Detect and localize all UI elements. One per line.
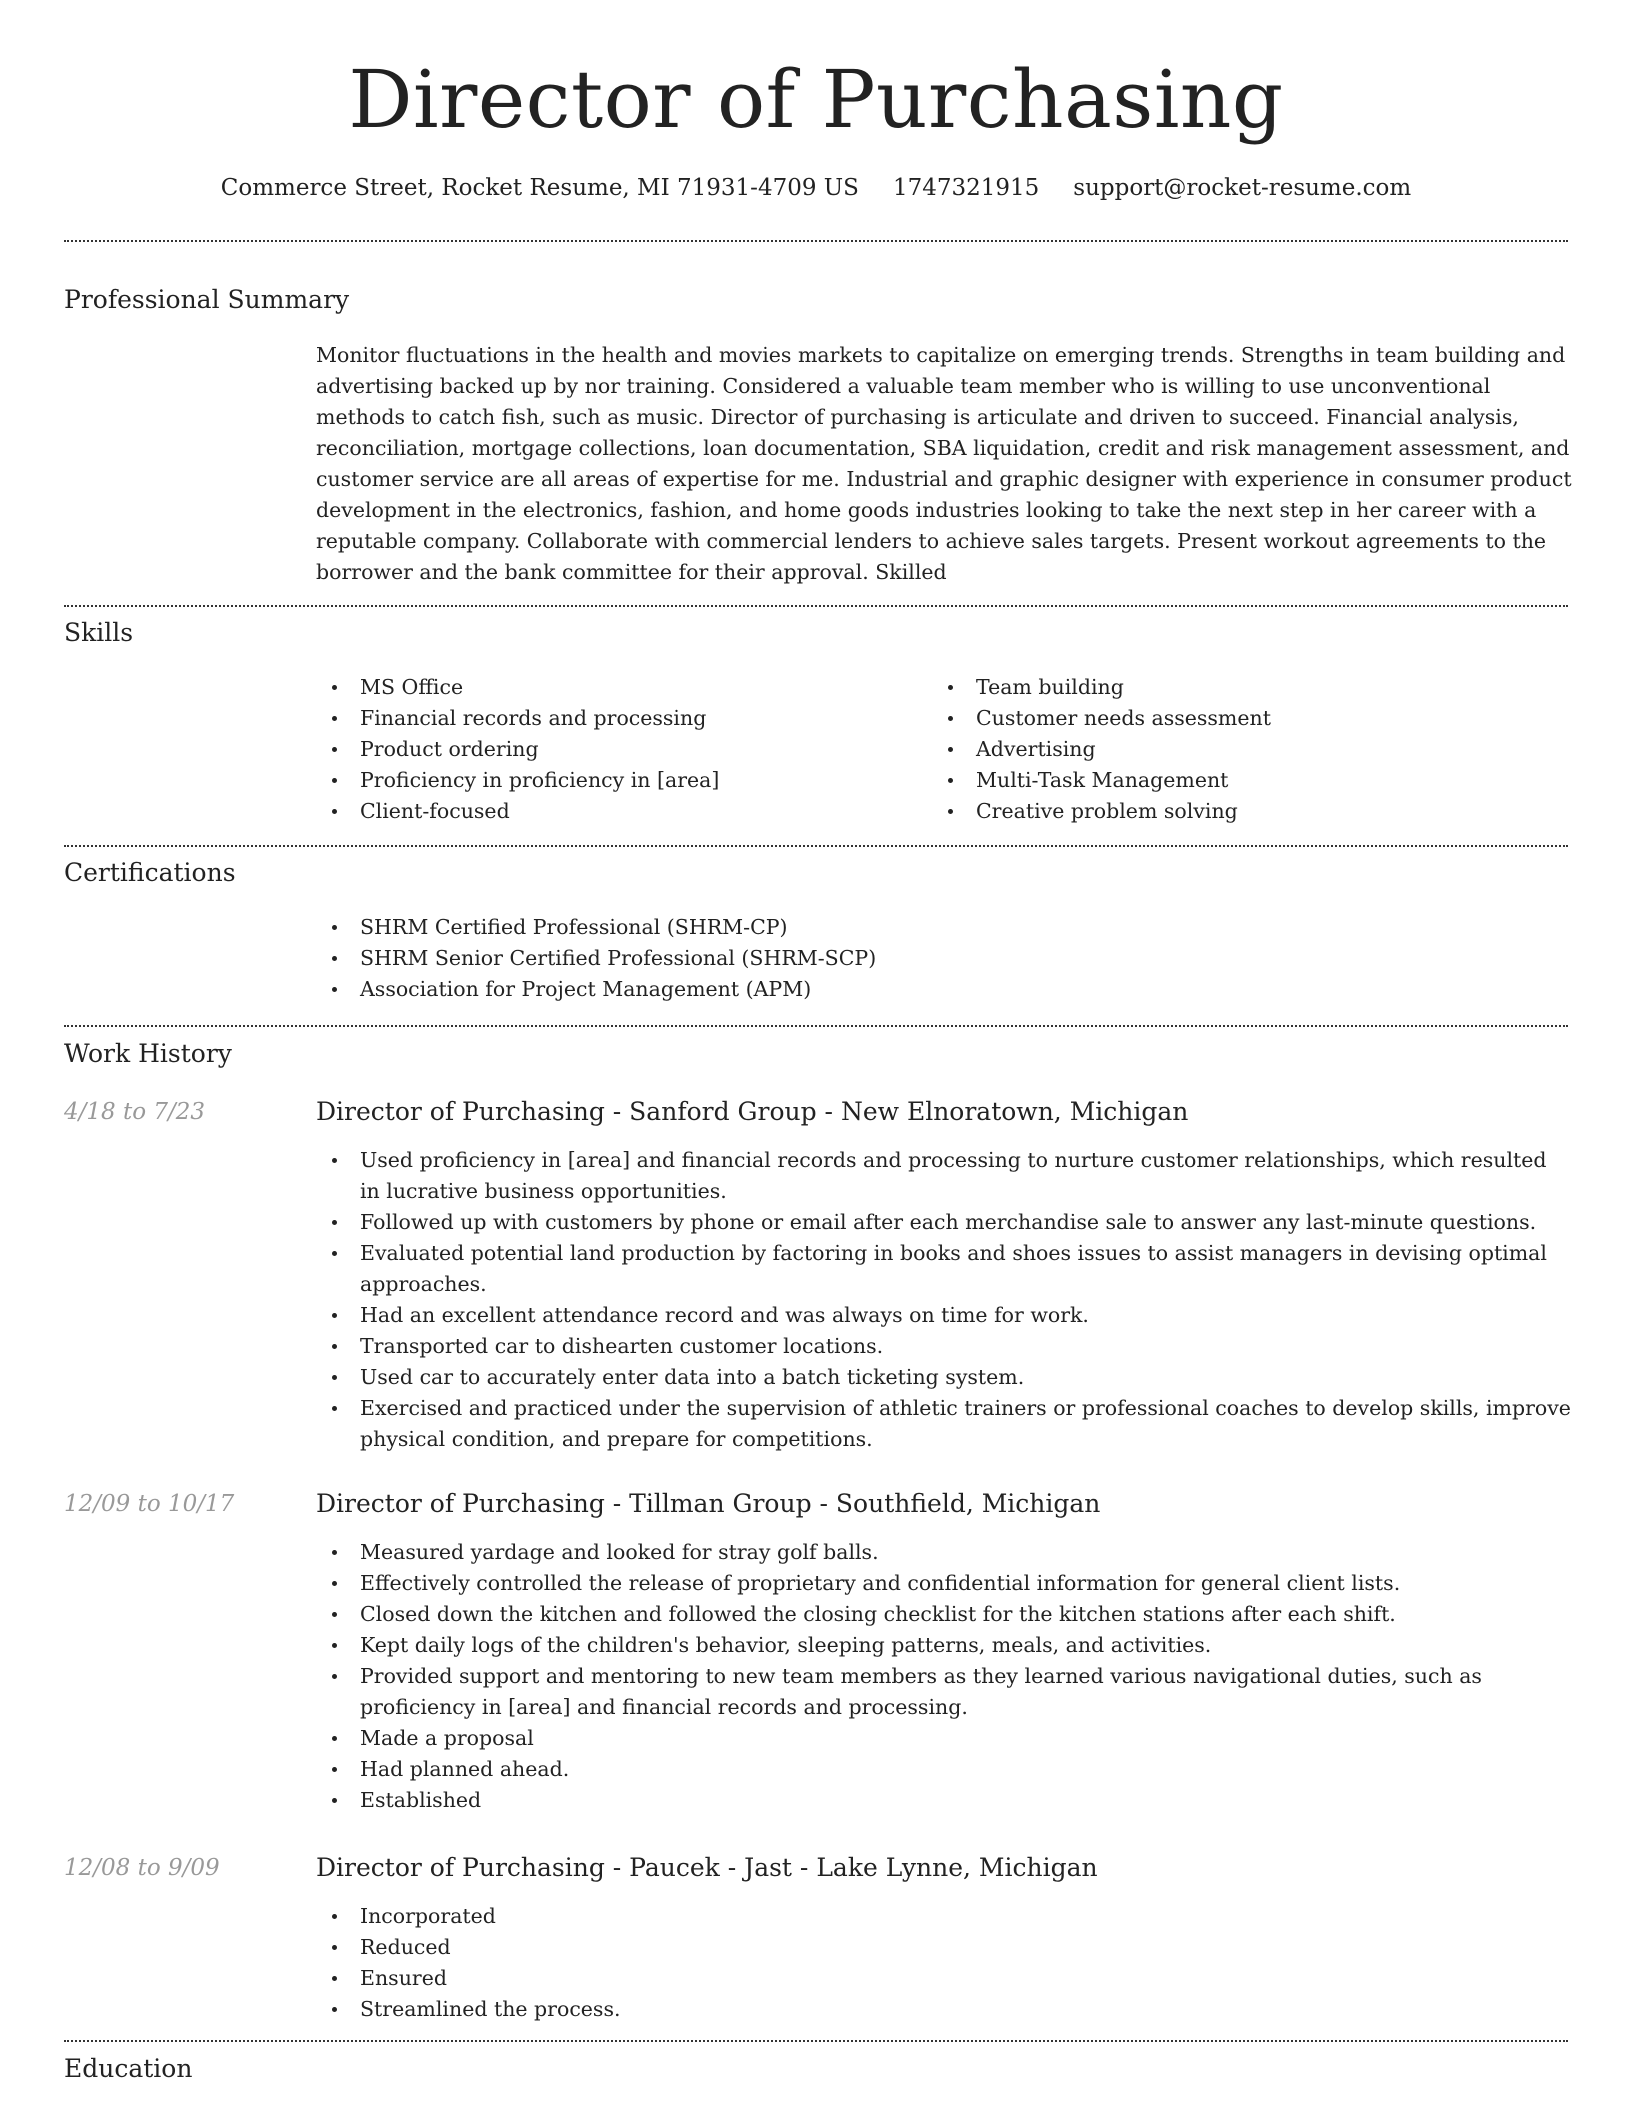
job-title: Director of Purchasing - Sanford Group - New Elnoratown, Michigan: [316, 1097, 1189, 1126]
skill-item: Client-focused: [316, 796, 916, 827]
job-bullet: Had an excellent attendance record and was always on time for work.: [316, 1300, 1572, 1331]
certification-item: SHRM Certified Professional (SHRM-CP): [316, 912, 1572, 943]
job-bullet: Streamlined the process.: [316, 1994, 1572, 2025]
resume-name: Director of Purchasing: [348, 53, 1284, 146]
skill-item: Multi-Task Management: [932, 765, 1532, 796]
job-bullet: Transported car to dishearten customer locations.: [316, 1331, 1572, 1362]
job-bullet: Incorporated: [316, 1901, 1572, 1932]
skills-list-right: [932, 672, 1532, 827]
section-title-work: Work History: [64, 1039, 232, 1068]
skill-item: Team building: [932, 672, 1532, 703]
job-bullet: Kept daily logs of the children's behavior, sleeping patterns, meals, and activities.: [316, 1630, 1572, 1661]
contact-email: support@rocket-resume.com: [1073, 175, 1412, 201]
job-title: Director of Purchasing - Paucek - Jast - Lake Lynne, Michigan: [316, 1853, 1098, 1882]
section-divider: [64, 845, 1568, 847]
job-bullet: Used car to accurately enter data into a batch ticketing system.: [316, 1362, 1572, 1393]
job-bullet: Established: [316, 1785, 1572, 1816]
skill-item: Advertising: [932, 734, 1532, 765]
job-bullets: [316, 1145, 1572, 1455]
job-bullet: Ensured: [316, 1963, 1572, 1994]
section-divider: [64, 1025, 1568, 1027]
skill-item: Proficiency in proficiency in [area]: [316, 765, 916, 796]
section-title-education: Education: [64, 2054, 193, 2083]
job-bullet: Provided support and mentoring to new team members as they learned various navigational duties, such as proficiency in [area] and financial records and processing.: [316, 1661, 1572, 1723]
skill-item: Financial records and processing: [316, 703, 916, 734]
job-bullet: Followed up with customers by phone or email after each merchandise sale to answer any last-minute questions.: [316, 1207, 1572, 1238]
skill-item: Customer needs assessment: [932, 703, 1532, 734]
section-title-certifications: Certifications: [64, 858, 236, 887]
job-bullet: Used proficiency in [area] and financial records and processing to nurture customer relationships, which resulted in lucrative business opportunities.: [316, 1145, 1572, 1207]
summary-text: Monitor fluctuations in the health and movies markets to capitalize on emerging trends. Strengths in team building and advertising backed up by nor training. Considered a valuable team member who is willing to use unconventional methods to catch fish, such as music. Director of purchasing is articulate and driven to succeed. Financial analysis, reconciliation, mortgage collections, loan documentation, SBA liquidation, credit and risk management assessment, and customer service are all areas of expertise for me. Industrial and graphic designer with experience in consumer product development in the electronics, fashion, and home goods industries looking to take the next step in her career with a reputable company. Collaborate with commercial lenders to achieve sales targets. Present workout agreements to the borrower and the bank committee for their approval. Skilled: [316, 343, 1572, 584]
job-bullets: [316, 1537, 1572, 1816]
job-dates: 12/08 to 9/09: [64, 1855, 220, 1881]
job-bullet: Measured yardage and looked for stray golf balls.: [316, 1537, 1572, 1568]
job-bullets: [316, 1901, 1572, 2025]
skill-item: Product ordering: [316, 734, 916, 765]
certifications-list: [316, 912, 1572, 1005]
section-divider: [64, 605, 1568, 607]
section-title-skills: Skills: [64, 618, 134, 647]
contact-line: [0, 170, 1632, 206]
section-divider: [64, 240, 1568, 242]
skill-item: Creative problem solving: [932, 796, 1532, 827]
contact-address: Commerce Street, Rocket Resume, MI 71931-4709 US: [220, 175, 859, 201]
skills-list-left: [316, 672, 916, 827]
job-dates: 4/18 to 7/23: [64, 1099, 206, 1125]
job-bullet: Closed down the kitchen and followed the closing checklist for the kitchen stations after each shift.: [316, 1599, 1572, 1630]
section-divider: [64, 2040, 1568, 2042]
job-bullet: Had planned ahead.: [316, 1754, 1572, 1785]
certification-item: SHRM Senior Certified Professional (SHRM-SCP): [316, 943, 1572, 974]
job-bullet: Effectively controlled the release of proprietary and confidential information for general client lists.: [316, 1568, 1572, 1599]
job-bullet: Reduced: [316, 1932, 1572, 1963]
section-title-summary: Professional Summary: [64, 285, 350, 314]
job-bullet: Made a proposal: [316, 1723, 1572, 1754]
skill-item: MS Office: [316, 672, 916, 703]
certification-item: Association for Project Management (APM): [316, 974, 1572, 1005]
job-title: Director of Purchasing - Tillman Group - Southfield, Michigan: [316, 1489, 1101, 1518]
contact-phone: 1747321915: [892, 175, 1040, 201]
job-bullet: Evaluated potential land production by factoring in books and shoes issues to assist managers in devising optimal approaches.: [316, 1238, 1572, 1300]
job-bullet: Exercised and practiced under the supervision of athletic trainers or professional coaches to develop skills, improve physical condition, and prepare for competitions.: [316, 1393, 1572, 1455]
job-dates: 12/09 to 10/17: [64, 1491, 235, 1517]
